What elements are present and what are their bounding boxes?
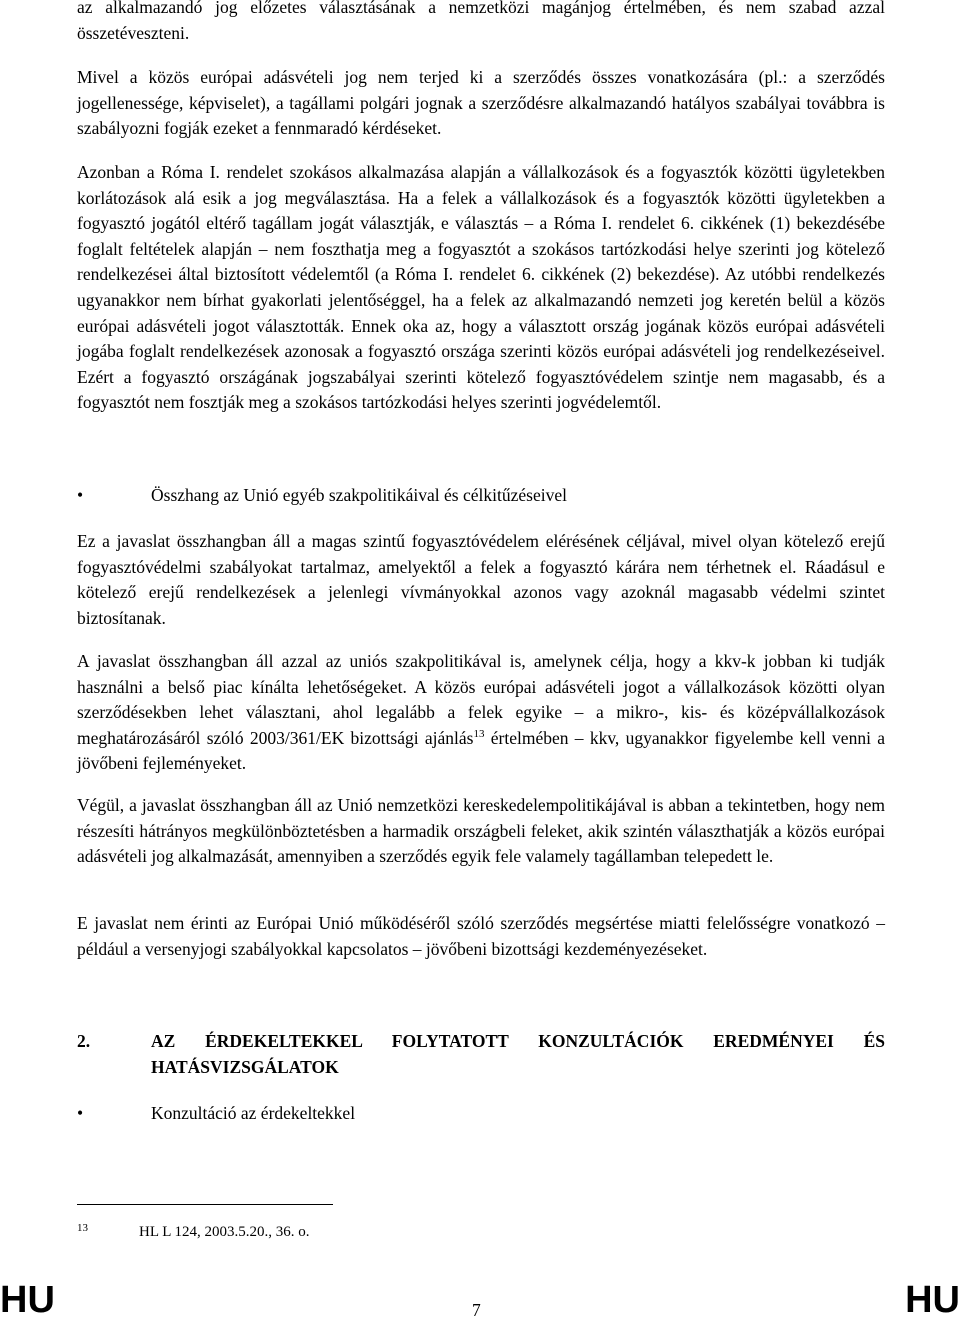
paragraph-sme-text: A javaslat összhangban áll azzal az uniós szakpolitikával is, amelynek célja, hogy a kkv-k jobban ki tudják használni a belső piac kínálta lehetőségeket. A közös európai adásvételi jogot a vállalkozások közötti olyan szerződésekben lehet választani, ahol legalább a felek egyike – a mikro-, kis- és középvállalkozások meghatározásáról szóló 2003/361/EK bizottsági ajánlás (77, 651, 885, 748)
paragraph-consumer-protection: Ez a javaslat összhangban áll a magas szintű fogyasztóvédelem elérésének céljával, mivel olyan kötelező erejű fogyasztóvédelmi szabályokat tartalmaz, amelyektől a felek a fogyasztó kárára nem térhetnek el. Ráadásul e kötelező erejű rendelkezések a jelenlegi vívmányokkal azonos vagy azoknál magasabb védelmi szintet biztosítanak. (77, 531, 885, 628)
footnote-divider (77, 1204, 333, 1205)
section-title: AZ ÉRDEKELTEKKEL FOLYTATOTT KONZULTÁCIÓK EREDMÉNYEI ÉS HATÁSVIZSGÁLATOK (151, 1031, 885, 1077)
paragraph-choice-of-law: az alkalmazandó jog előzetes választásának a nemzetközi magánjog értelmében, és nem szabad azzal összetéveszteni. (77, 0, 885, 43)
section-number: 2. (77, 1031, 91, 1051)
bullet-icon: • (77, 485, 84, 505)
page-number: 7 (472, 1300, 481, 1320)
footer-language-left: HU (0, 1279, 55, 1321)
footnote-text: HL L 124, 2003.5.20., 36. o. (139, 1224, 310, 1240)
paragraph-trade-policy: Végül, a javaslat összhangban áll az Unió nemzetközi kereskedelempolitikájával is abban a tekintetben, hogy nem részesíti hátrányos megkülönböztetésben a harmadik országbeli feleket, akik szintén választhatják a közös európai adásvételi jog alkalmazását, amennyiben a szerződés egyik fele valamely tagállamban telepedett le. (77, 795, 885, 867)
footnote-number: 13 (77, 1222, 88, 1234)
paragraph-sme-tail: értelmében – kkv, ugyanakkor figyelembe kell venni a jövőbeni fejleményeket. (77, 727, 885, 774)
footnote-reference: 13 (473, 727, 485, 740)
paragraph-competition: E javaslat nem érinti az Európai Unió működéséről szóló szerződés megsértése miatti felelősségre vonatkozó – például a versenyjogi szabályokkal kapcsolatos – jövőbeni bizottsági kezdeményezéseket. (77, 913, 885, 959)
footer-language-right: HU (905, 1279, 960, 1321)
bullet-label: Összhang az Unió egyéb szakpolitikáival és célkitűzéseivel (151, 485, 567, 505)
paragraph-rome-regulation: Azonban a Róma I. rendelet szokásos alkalmazása alapján a vállalkozások és a fogyasztók közötti ügyletekben korlátozások alá esik a jog megválasztása. Ha a felek a vállalkozások és a fogyasztók közötti ügyletekben a fogyasztó jogától eltérő tagállam jogát választják, e választás – a Róma I. rendelet 6. cikkének (1) bekezdésébe foglalt feltételek alapján – nem foszthatja meg a fogyasztót a szokásos tartózkodási helye szerinti jog kötelező rendelkezései által biztosított védelemtől (a Róma I. rendelet 6. cikkének (2) bekezdése). Az utóbbi rendelkezés ugyanakkor nem bírhat gyakorlati jelentőséggel, ha a felek az alkalmazandó nemzeti jog keretén belül a közös európai adásvételi jogot választották. Ennek oka az, hogy a választott ország jogának közös európai adásvételi jogába foglalt rendelkezések azonosak a fogyasztó országa szerinti közös európai adásvételi jog rendelkezéseivel. Ezért a fogyasztó országának jogszabályai szerinti kötelező fogyasztóvédelem szintje nem magasabb, és a fogyasztót nem fosztják meg a szokásos tartózkodási helyes szerinti jogvédelemtől. (77, 162, 885, 413)
bullet-label: Konzultáció az érdekeltekkel (151, 1103, 356, 1123)
paragraph-sme-policy (77, 649, 885, 777)
paragraph-scope: Mivel a közös európai adásvételi jog nem terjed ki a szerződés összes vonatkozására (pl.: a szerződés jogellenessége, képviselet), a tagállami polgári jognak a szerződésre alkalmazandó hatályos szabályai továbbra is szabályozni fogják ezeket a fennmaradó kérdéseket. (77, 67, 885, 139)
bullet-icon: • (77, 1103, 84, 1123)
